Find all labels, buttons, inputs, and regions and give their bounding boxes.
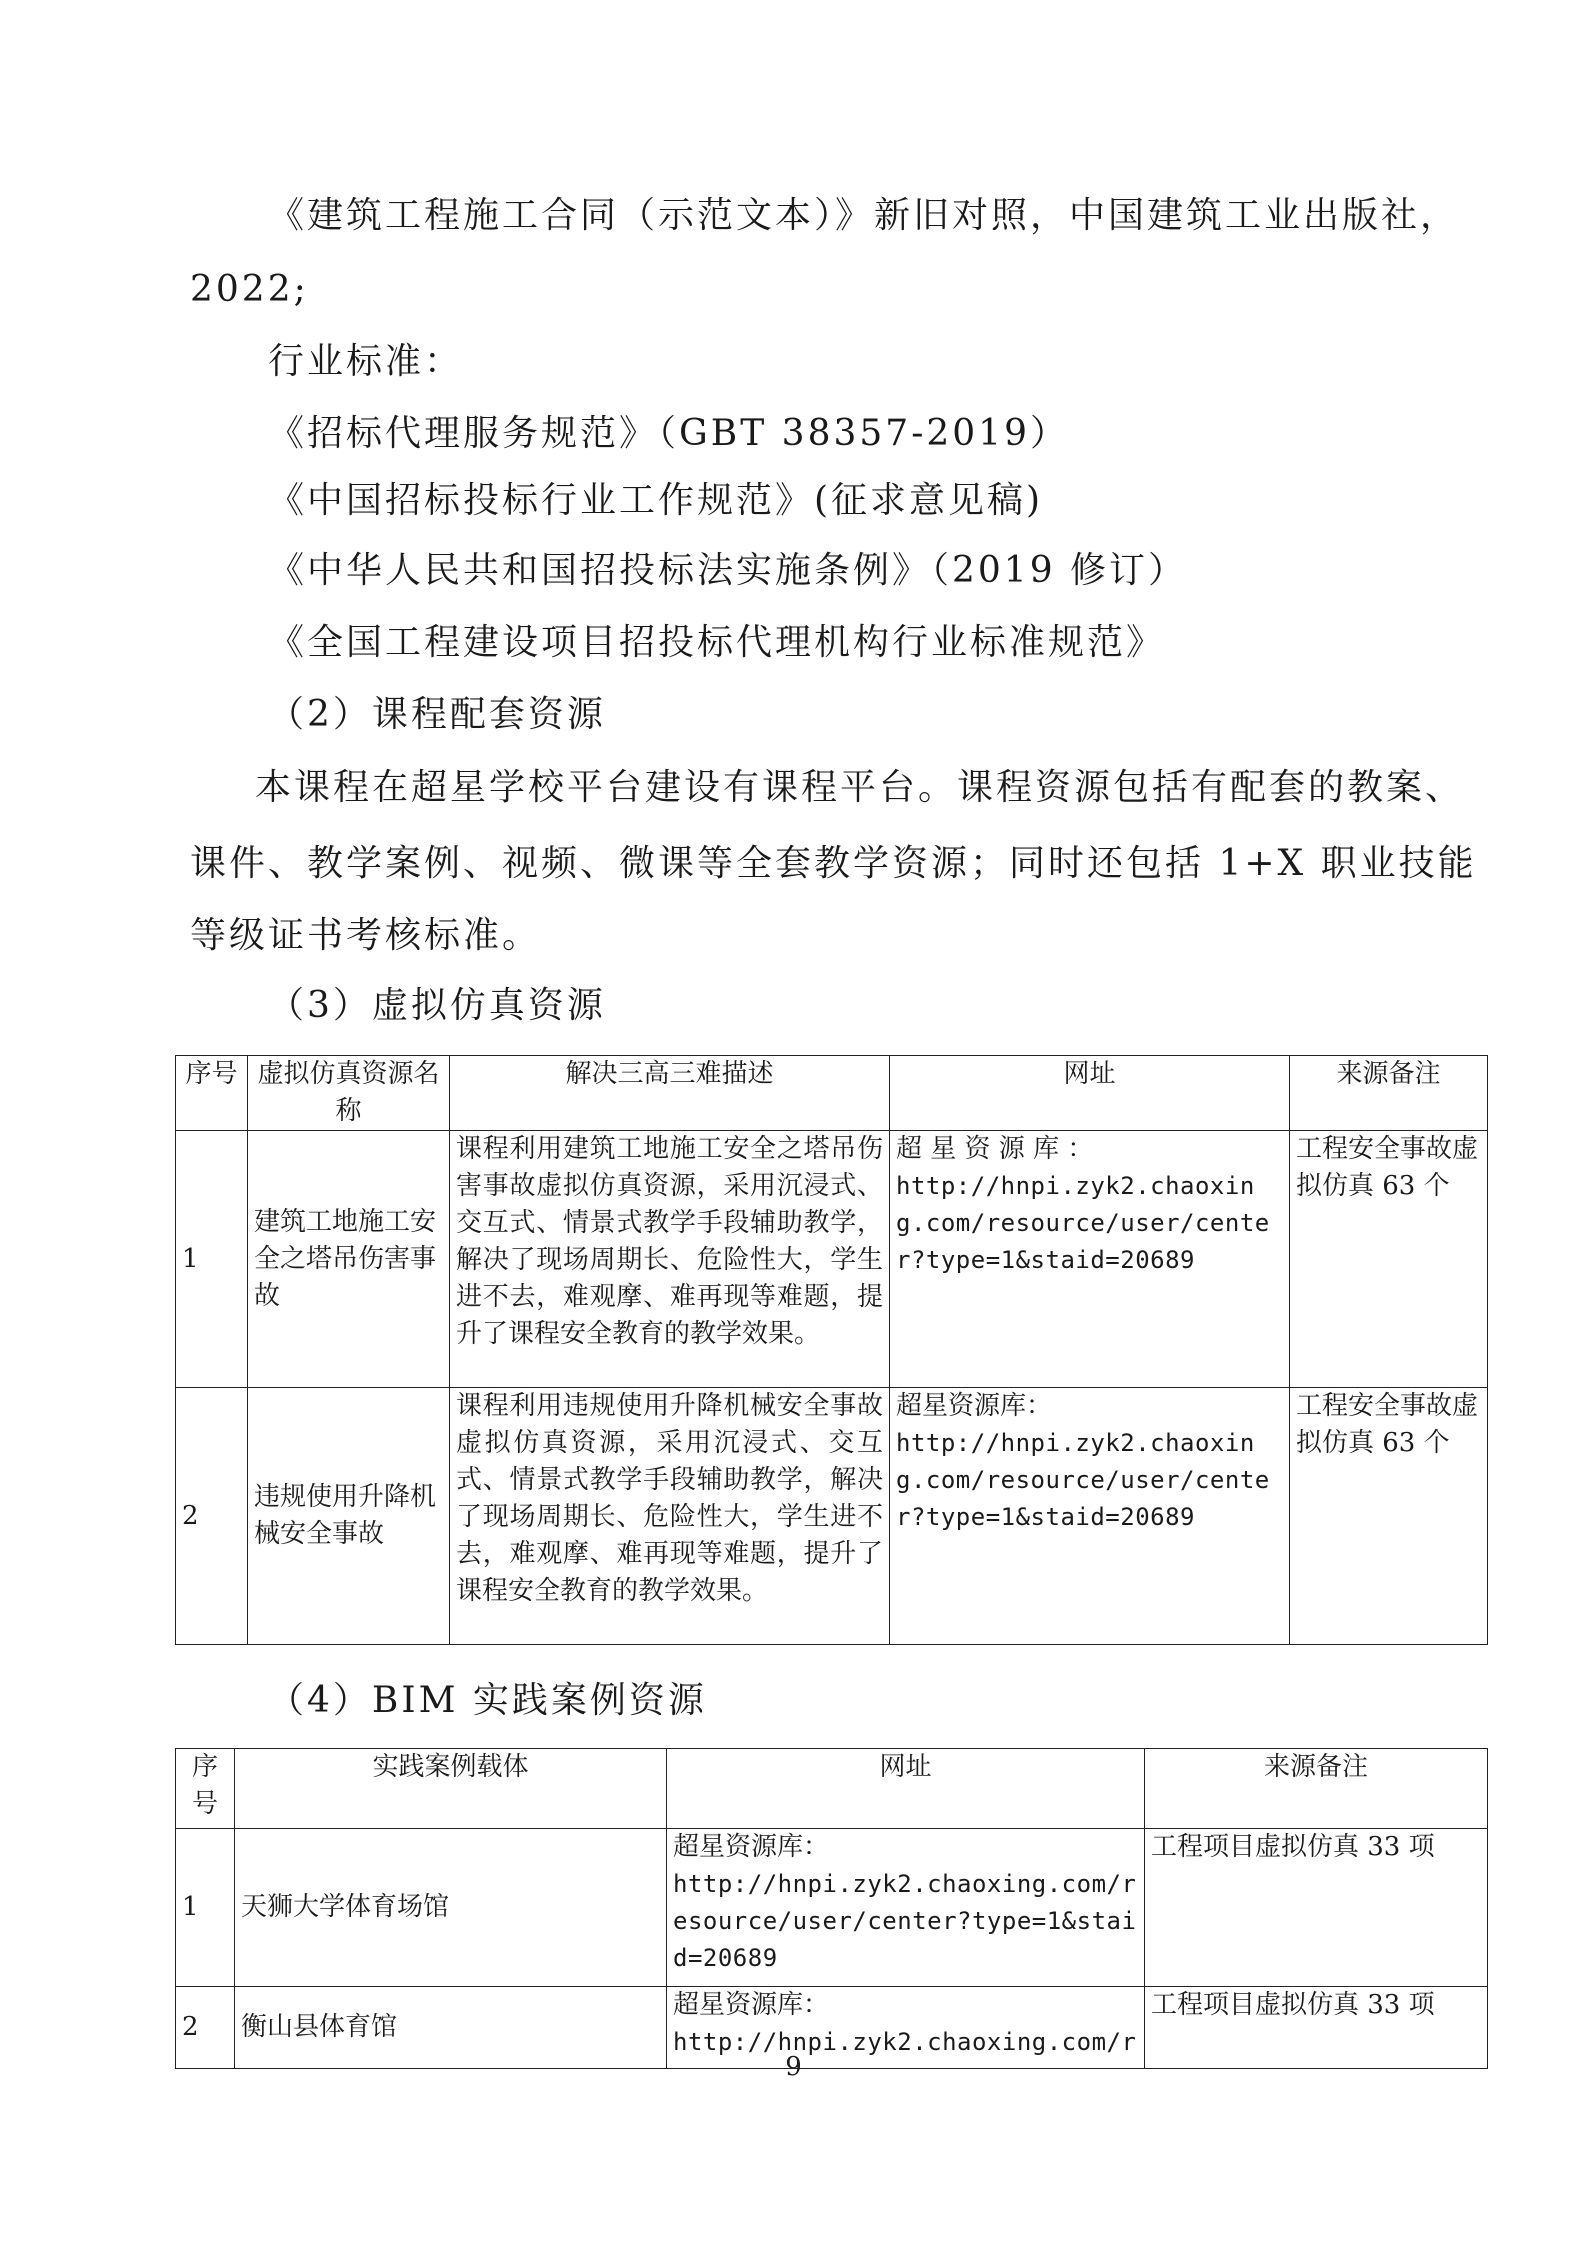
reference-line-1: 《建筑工程施工合同（示范文本）》新旧对照，中国建筑工业出版社， [268,195,1460,236]
url-label: 超星资源库： [673,1832,830,1862]
industry-standards-heading: 行业标准： [268,341,464,382]
url-cell [667,1829,1145,1987]
description: 课程利用建筑工地施工安全之塔吊伤害事故虚拟仿真资源，采用沉浸式、交互式、情景式教学手段辅助教学，解决了现场周期长、危险性大，学生进不去，难观摩、难再现等难题，提升了课程安全教育的教学效果。 [450,1131,890,1388]
source-note: 工程项目虚拟仿真 33 项 [1145,1829,1488,1987]
resource-link[interactable]: http://hnpi.zyk2.chaoxing.com/resource/user/center?type=1&staid=20689 [896,1429,1270,1531]
header-no: 序号 [176,1056,248,1131]
section-2-heading: （2）课程配套资源 [268,694,606,735]
resource-link[interactable]: http://hnpi.zyk2.chaoxing.com/resource/user/center?type=1&staid=20689 [896,1172,1270,1274]
url-cell [890,1388,1290,1645]
url-label: 超 星 资 源 库 ： [896,1134,1094,1164]
case-carrier: 衡山县体育馆 [235,1987,667,2069]
header-url: 网址 [667,1749,1145,1829]
url-label: 超星资源库： [896,1391,1053,1421]
table-row [176,1388,1488,1645]
virtual-simulation-table [175,1055,1488,1645]
header-resource-name: 虚拟仿真资源名称 [248,1056,450,1131]
resource-link[interactable]: http://hnpi.zyk2.chaoxing.com/resource/user/center?type=1&staid=20689 [673,1870,1137,1972]
page-number: 9 [785,2052,802,2082]
section-2-text-line-3: 等级证书考核标准。 [190,915,542,956]
bim-case-table [175,1748,1488,2069]
standard-1: 《招标代理服务规范》（GBT 38357-2019） [268,413,1069,454]
case-carrier: 天狮大学体育场馆 [235,1829,667,1987]
source-note: 工程安全事故虚拟仿真 63 个 [1290,1131,1488,1388]
resource-name: 违规使用升降机械安全事故 [248,1388,450,1645]
row-no: 2 [176,1987,235,2069]
header-source-note: 来源备注 [1145,1749,1488,1829]
source-note: 工程项目虚拟仿真 33 项 [1145,1987,1488,2069]
table-header-row [176,1749,1488,1829]
url-label: 超星资源库： [673,1990,830,2020]
header-source-note: 来源备注 [1290,1056,1488,1131]
table-row [176,1131,1488,1388]
section-2-text-line-2: 课件、教学案例、视频、微课等全套教学资源；同时还包括 1+X 职业技能 [190,843,1477,884]
reference-line-2: 2022; [190,269,309,310]
table-header-row [176,1056,1488,1131]
description: 课程利用违规使用升降机械安全事故虚拟仿真资源，采用沉浸式、交互式、情景式教学手段辅助教学，解决了现场周期长、危险性大，学生进不去，难观摩、难再现等难题，提升了课程安全教育的教学效果。 [450,1388,890,1645]
resource-name: 建筑工地施工安全之塔吊伤害事故 [248,1131,450,1388]
standard-4: 《全国工程建设项目招投标代理机构行业标准规范》 [268,622,1166,663]
standard-2: 《中国招标投标行业工作规范》(征求意见稿) [268,480,1044,521]
header-description: 解决三高三难描述 [450,1056,890,1131]
row-no: 2 [176,1388,248,1645]
url-cell [890,1131,1290,1388]
header-no: 序号 [176,1749,235,1829]
table-row [176,1829,1488,1987]
row-no: 1 [176,1829,235,1987]
section-3-heading: （3）虚拟仿真资源 [268,985,606,1026]
section-2-text-line-1: 本课程在超星学校平台建设有课程平台。课程资源包括有配套的教案、 [255,767,1465,808]
source-note: 工程安全事故虚拟仿真 63 个 [1290,1388,1488,1645]
row-no: 1 [176,1131,248,1388]
header-url: 网址 [890,1056,1290,1131]
header-carrier: 实践案例载体 [235,1749,667,1829]
standard-3: 《中华人民共和国招投标法实施条例》（2019 修订） [268,550,1188,591]
resource-link[interactable]: http://hnpi.zyk2.chaoxing.com/r [673,2028,1137,2056]
section-4-heading: （4）BIM 实践案例资源 [268,1680,707,1721]
